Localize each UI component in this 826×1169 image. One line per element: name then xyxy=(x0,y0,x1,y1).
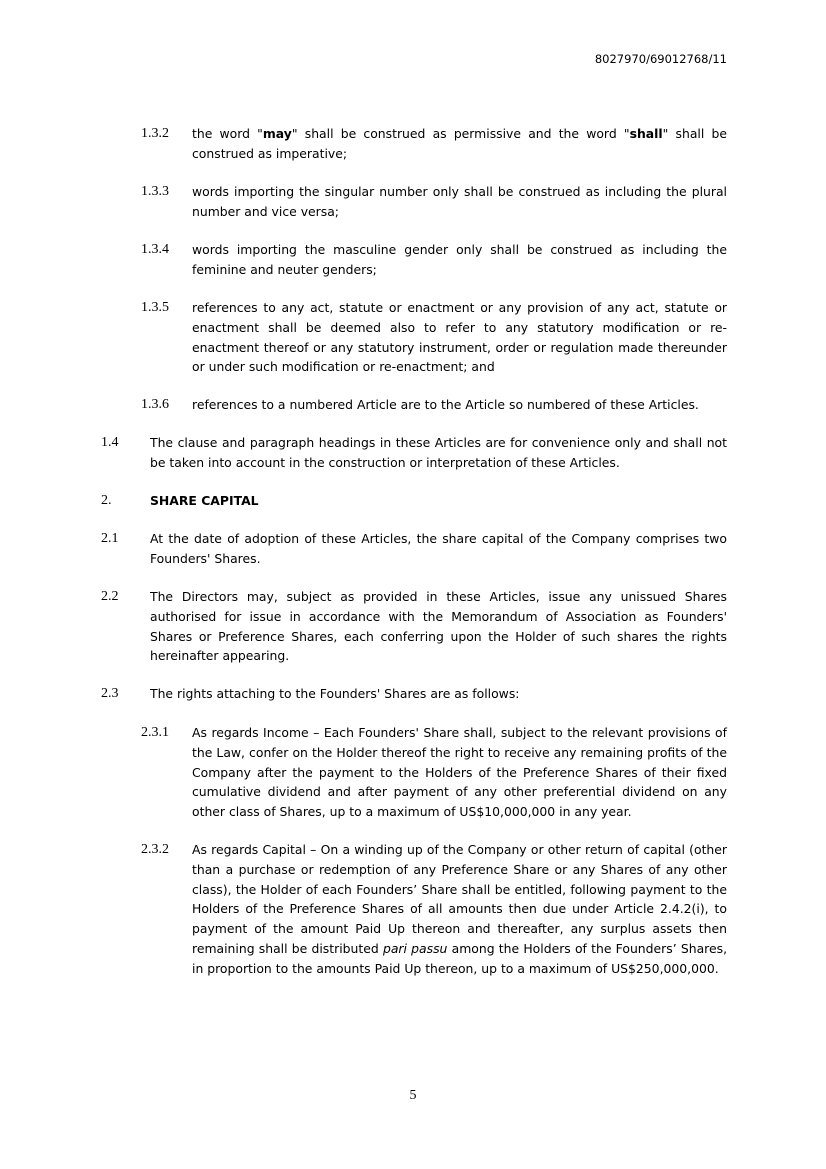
clause-text: words importing the masculine gender only shall be construed as including the feminine and neuter genders; xyxy=(192,242,727,277)
section-number: 2. xyxy=(101,493,112,508)
clause-number: 1.3.2 xyxy=(141,126,169,141)
clause-text: words importing the singular number only shall be construed as including the plural number and vice versa; xyxy=(192,184,727,219)
clause-text: At the date of adoption of these Articles, the share capital of the Company comprises two Founders' Shares. xyxy=(150,531,727,566)
clause-number: 1.4 xyxy=(101,435,119,450)
clause-text: The clause and paragraph headings in these Articles are for convenience only and shall not be taken into account in the construction or interpretation of these Articles. xyxy=(150,435,727,470)
clause-number: 1.3.3 xyxy=(141,184,169,199)
clause-text: As regards Income – Each Founders' Share shall, subject to the relevant provisions of the Law, confer on the Holder thereof the right to receive any remaining profits of the Company after the payment to the Holders of the Preference Shares of their fixed cumulative dividend and after payment of any other preferential dividend on any other class of Shares, up to a maximum of US$10,000,000 in any year. xyxy=(192,725,727,820)
clause-text: The Directors may, subject as provided in these Articles, issue any unissued Shares authorised for issue in accordance with the Memorandum of Association as Founders' Shares or Preference Shares, each conferring upon the Holder of such shares the rights hereinafter appearing. xyxy=(150,589,727,664)
clause-number: 2.1 xyxy=(101,531,119,546)
clause-number: 2.3.2 xyxy=(141,842,169,857)
clause-number: 2.3 xyxy=(101,686,119,701)
clause-text: the word "may" shall be construed as permissive and the word "shall" shall be construed as imperative; xyxy=(192,126,727,161)
clause-number: 2.2 xyxy=(101,589,119,604)
clause-number: 1.3.5 xyxy=(141,300,169,315)
page-number: 5 xyxy=(409,1088,417,1103)
clause-text: references to a numbered Article are to the Article so numbered of these Articles. xyxy=(192,397,699,412)
section-title: SHARE CAPITAL xyxy=(150,493,259,508)
clause-number: 1.3.4 xyxy=(141,242,169,257)
clause-text: The rights attaching to the Founders' Shares are as follows: xyxy=(150,686,520,701)
document-reference: 8027970/69012768/11 xyxy=(594,52,727,66)
clause-number: 2.3.1 xyxy=(141,725,169,740)
clause-number: 1.3.6 xyxy=(141,397,169,412)
clause-text: As regards Capital – On a winding up of the Company or other return of capital (other than a purchase or redemption of any Preference Share or any Shares of any other class), the Holder of each Founders’ Share shall be entitled, following payment to the Holders of the Preference Shares of all amounts then due under Article 2.4.2(i), to payment of the amount Paid Up thereon and thereafter, any surplus assets then remaining shall be distributed pari passu among the Holders of the Founders’ Shares, in proportion to the amounts Paid Up thereon, up to a maximum of US$250,000,000. xyxy=(192,842,728,976)
clause-text: references to any act, statute or enactment or any provision of any act, statute or enactment shall be deemed also to refer to any statutory modification or re-enactment thereof or any statutory instrument, order or regulation made thereunder or under such modification or re-enactment; and xyxy=(192,300,727,375)
